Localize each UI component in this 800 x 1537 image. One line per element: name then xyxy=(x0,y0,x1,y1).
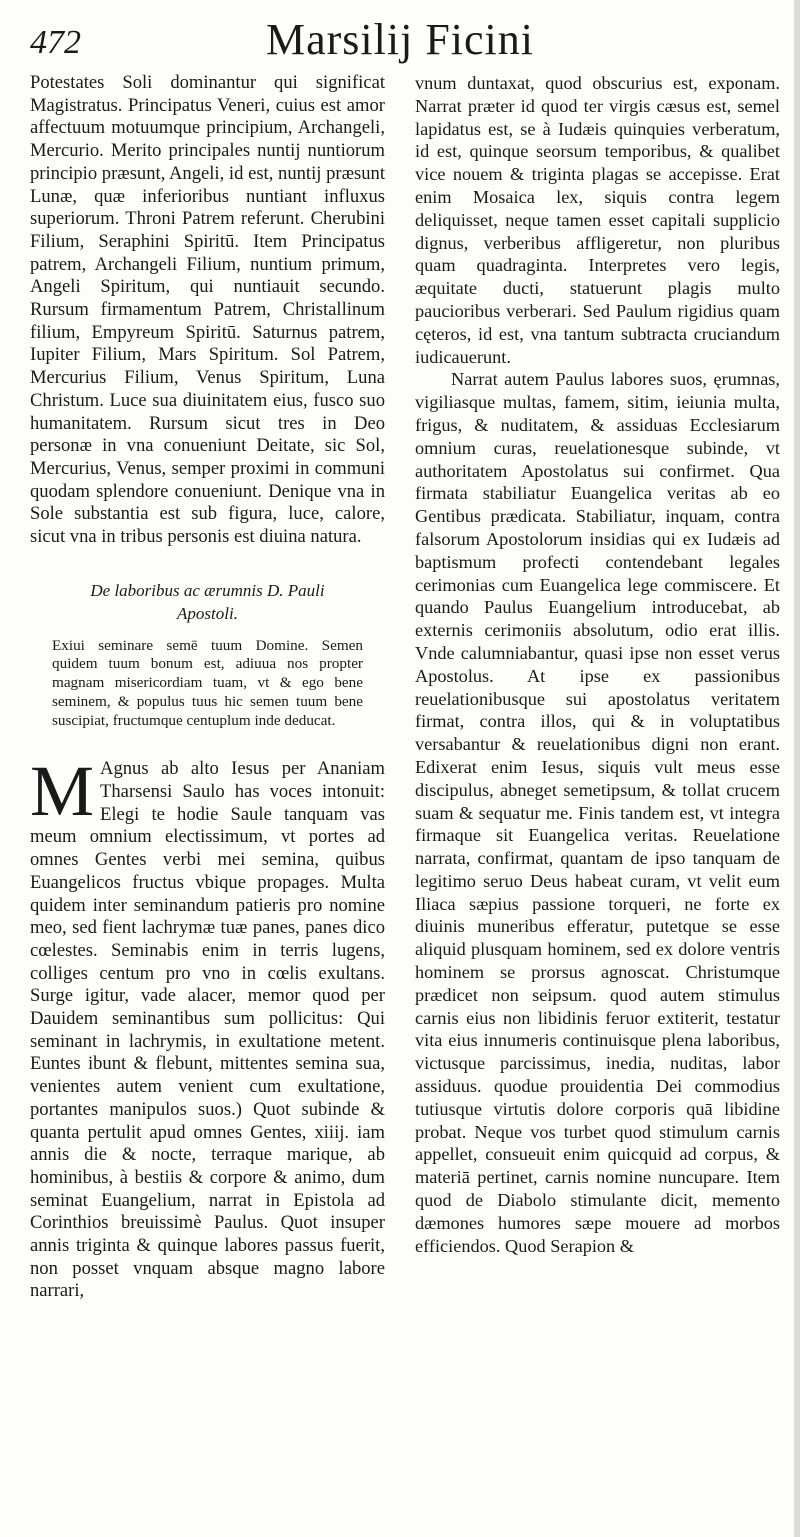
epigraph: Exiui seminare semē tuum Domine. Semen quidem tuum bonum est, adiuua nos propter magnam misericordiam tuam, vt & ego bene seminem, & populus tuus hic semen tuum bene suscipiat, fructumque centuplum inde deducat. xyxy=(52,636,363,729)
main-paragraph-right: Narrat autem Paulus labores suos, ęrumnas, vigiliasque multas, famem, sitim, ieiunia multa, frigus, & nuditatem, & assiduas Ecclesiarum omnium curas, reuelationesque subinde, vt authoritatem Apostolatus sui confirmet. Qua firmata stabiliatur Euangelica veritas ab eo Gentibus prædicata. Stabiliatur, inquam, contra falsorum Apostolorum insidias qui ex Iudæis ad baptismum profecti contendebant legales cerimonias cum Euangelica lege commiscere. Et quando Paulus Euangelium introducebat, ab externis cerimoniis absolutum, odio erat illis. Vnde calumniabantur, quasi ipse non esset verus Apostolus. At ipse ex passionibus reuelationibusque sui apostolatus veritatem firmat, contra illos, qui & in voluptatibus versabantur & reuelationibus digni non erant. Edixerat enim Iesus, siquis vult meus esse discipulus, abneget semetipsum, & tollat crucem suam & sequatur me. Finis tandem est, vt integra firmaque sit Euangelica veritas. Reuelatione narrata, confirmat, quantam de ipso tanquam de legitimo seruo Deus habeat curam, vt velit eum Iliaca sæpius passione torqueri, ne forte ex diuinis muneribus efferatur, putetque se esse aliquid plusquam hominem, sed ex dolore ventris hominem se prorsus agnoscat. Christumque prædicet non seipsum. quod autem stimulus carnis eius non libidinis feruor extiterit, testatur vita eius innumeris continuisque plena laboribus, victusque parcissimus, inedia, nuditas, labor assiduus. quodue prouidentia Dei commodius tutiusque virtutis dolore corporis quā libidine probat. Neque vos turbet quod stimulum carnis appellet, consueuit enim quicquid ad corpus, & materiā pertinet, carnis nomine nuncupare. Item quod de Diabolo stimulante dicit, memento dæmones humores sæpe mouere ad morbos efficiendos. Quod Serapion & xyxy=(415,369,780,1256)
main-paragraph-left-text: Agnus ab alto Iesus per Ananiam Tharsensi Saulo has voces intonuit: Elegi te hodie Saule tanquam vas meum omnium electissimum, vt portes ad omnes Gentes verbi mei semina, quibus Euangelicos fructus vbique propages. Multa quidem inter seminandum patieris pro nomine meo, sed fient lachrymæ tuæ panes, panes dico cœlestes. Seminabis enim in terris lugens, colliges centum pro vno in cœlis exultans. Surge igitur, vade alacer, memor quod per Dauidem seminantibus sum pollicitus: Qui seminant in lachrymis, in exultatione metent. Euntes ibunt & flebunt, mittentes semina sua, venientes autem venient cum exultatione, portantes manipulos suos.) Quot subinde & quanta pertulit apud omnes Gentes, xiiij. iam annis die & nocte, terraque marique, ab hominibus, à bestiis & corpore & animo, dum seminat Euangelium, narrat in Epistola ad Corinthios breuissimè Paulus. Quot insuper annis triginta & quinque labores passus fuerit, non posset vnquam absque magno labore narrari, xyxy=(30,758,385,1302)
page-edge xyxy=(794,0,800,1537)
left-column xyxy=(30,72,385,1303)
section-heading-line2: Apostoli. xyxy=(177,603,238,623)
section-heading xyxy=(30,549,385,625)
section-heading-line1: De laboribus ac ærumnis D. Pauli xyxy=(90,580,325,600)
continuation-paragraph: vnum duntaxat, quod obscurius est, exponam. Narrat præter id quod ter virgis cæsus est, semel lapidatus est, se à Iudæis quinquies verberatum, id est, quinque seorsum temporibus, & qualibet vice nouem & triginta plagas se accepisse. Erat enim Mosaica lex, siquis contra legem deliquisset, neque tamen esset capitali supplicio dignus, verberibus affligeretur, non pluribus quam quadraginta. Interpretes vero legis, æquitate ducti, statuerunt plagis multo paucioribus verberari. Sed Paulum rigidius quam cęteros, id est, vna tantum subtracta cruciandum iudicauerunt. xyxy=(415,73,780,367)
opening-paragraph: Potestates Soli dominantur qui significat Magistratus. Principatus Veneri, cuius est amor affectuum motuumque principium, Archangeli, Mercurio. Merito principales nuntij nuntiorum principio præsunt, Angeli, id est, nuntij præsunt Lunæ, quæ inferioribus nuntiant influxus superiorum. Throni Patrem referunt. Cherubini Filium, Seraphini Spiritū. Item Principatus patrem, Archangeli Filium, nuntium primum, Angeli Spiritum, qui nuntiauit secundo. Rursum firmamentum Patrem, Christallinum filium, Empyreum Spiritū. Saturnus patrem, Iupiter Filium, Mars Spiritum. Sol Patrem, Mercurius Filium, Venus Spiritum, Luna Christum. Luce sua diuinitatem eius, fusco suo humanitatem. Rursum sicut tres in Deo personæ in vna conueniunt Deitate, sic Sol, Mercurius, Venus, semper proximi in communi quodam splendore conueniunt. Denique vna in Sole substantia est sub figura, luce, calore, sicut vna in tribus personis est diuina natura. xyxy=(30,72,385,548)
running-head: Marsilij Ficini xyxy=(266,15,534,64)
page-header xyxy=(30,10,770,74)
main-paragraph-left xyxy=(30,751,385,1303)
drop-cap: M xyxy=(30,751,95,832)
right-column xyxy=(415,72,780,1257)
page-number: 472 xyxy=(30,24,81,61)
